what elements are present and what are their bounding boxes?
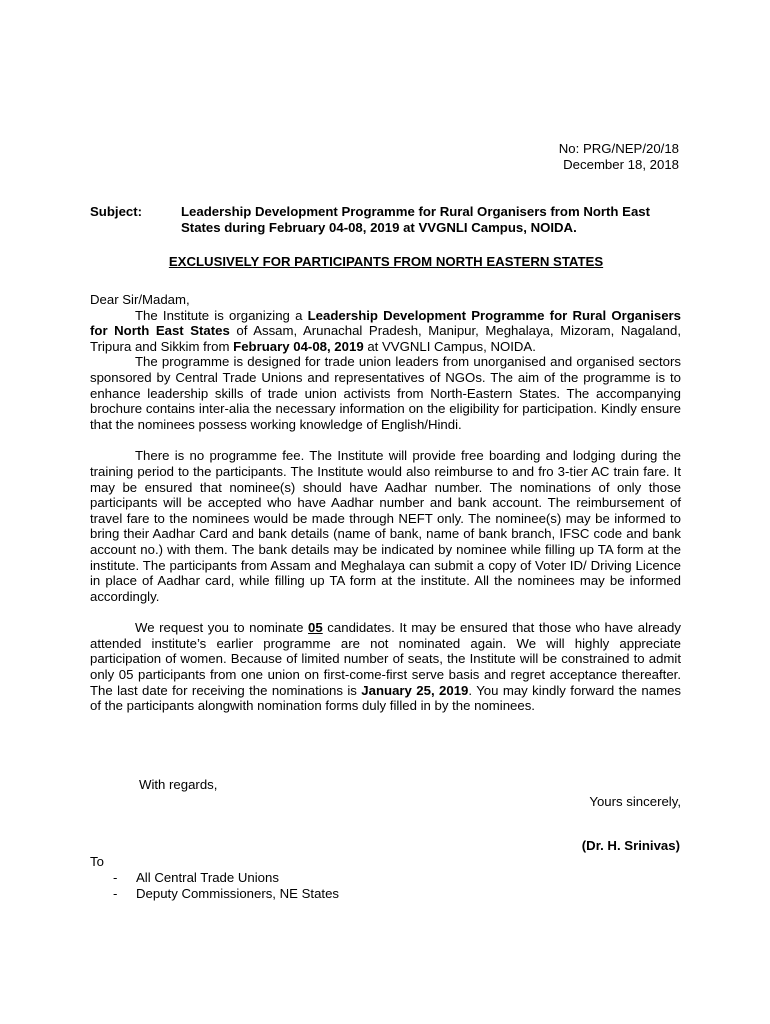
list-dash: - — [113, 886, 118, 901]
recipient-list — [113, 870, 339, 902]
intro-text-3: at VVGNLI Campus, NOIDA. — [363, 338, 536, 354]
programme-name: Leadership Development Programme for Rural Organisers for North East States — [90, 307, 682, 339]
intro-text-1: The Institute is organizing a — [135, 307, 308, 323]
subject-label: Subject: — [90, 204, 143, 219]
paragraph-programme: The programme is designed for trade union leaders from unorganised and organised sectors sponsored by Central Trade Unions and representatives of NGOs. The aim of the programme is to enhance leadership skills of trade union activists from North-Eastern States. The accompanying brochure contains inter-alia the necessary information on the eligibility for participation. Kindly ensure that the nominees possess working knowledge of English/Hindi. — [90, 354, 681, 432]
paragraph-fees: There is no programme fee. The Institute will provide free boarding and lodging during the training period to the participants. The Institute would also reimburse to and fro 3-tier AC train fare. It may be ensured that nominee(s) should have Aadhar number. The nominations of only those participants will be accepted who have Aadhar number and bank account. The reimbursement of travel fare to the nominees would be made through NEFT only. The nominee(s) may be informed to bring their Aadhar Card and bank details (name of bank, name of bank branch, IFSC code and bank account no.) with them. The bank details may be indicated by nominee while filling up TA form at the institute. The participants from Assam and Meghalaya can submit a copy of Voter ID/ Driving Licence in place of Aadhar card, while filling up TA form at the institute. All the nominees may be informed accordingly. — [90, 448, 681, 604]
candidate-count: 05 — [308, 620, 323, 636]
recipient-name: Deputy Commissioners, NE States — [136, 886, 340, 901]
nomination-text-2: candidates. It may be ensured that those who have already attended institute’s earlier programme are not nominated again. We will highly appreciate participation of women. Because of limited number of seats, the Institute will be constrained to admit only 05 participants from one union on first-come-first serve basis and regret acceptance thereafter. The last date for receiving the nominations is — [90, 620, 681, 698]
signatory: (Dr. H. Srinivas) — [581, 838, 680, 853]
section-heading: EXCLUSIVELY FOR PARTICIPANTS FROM NORTH EASTERN STATES — [168, 254, 604, 269]
nomination-text-3: . You may kindly forward the names of the participants alongwith nomination forms duly filled in by the nominees. — [90, 682, 681, 714]
subject-text: Leadership Development Programme for Rural Organisers from North East States during February 04-08, 2019 at VVGNLI Campus, NOIDA. — [181, 204, 651, 235]
letter-body — [90, 292, 681, 714]
reference-number: No: PRG/NEP/20/18 — [558, 141, 679, 156]
programme-dates: February 04-08, 2019 — [233, 338, 364, 354]
list-item — [113, 870, 339, 886]
list-dash: - — [113, 870, 118, 885]
intro-text-2: of Assam, Arunachal Pradesh, Manipur, Meghalaya, Mizoram, Nagaland, Tripura and Sikkim from — [90, 323, 681, 354]
regards: With regards, — [139, 777, 218, 792]
reference-block — [559, 141, 679, 173]
nomination-text-1: We request you to nominate — [135, 620, 309, 636]
salutation: Dear Sir/Madam, — [90, 292, 190, 307]
nomination-deadline: January 25, 2019 — [361, 682, 469, 698]
recipient-name: All Central Trade Unions — [136, 870, 279, 885]
to-label: To — [90, 854, 104, 869]
list-item — [113, 886, 339, 902]
letter-date: December 18, 2018 — [563, 157, 679, 172]
closing: Yours sincerely, — [589, 794, 681, 809]
paragraph-intro — [90, 308, 681, 355]
paragraph-nomination — [90, 620, 681, 714]
